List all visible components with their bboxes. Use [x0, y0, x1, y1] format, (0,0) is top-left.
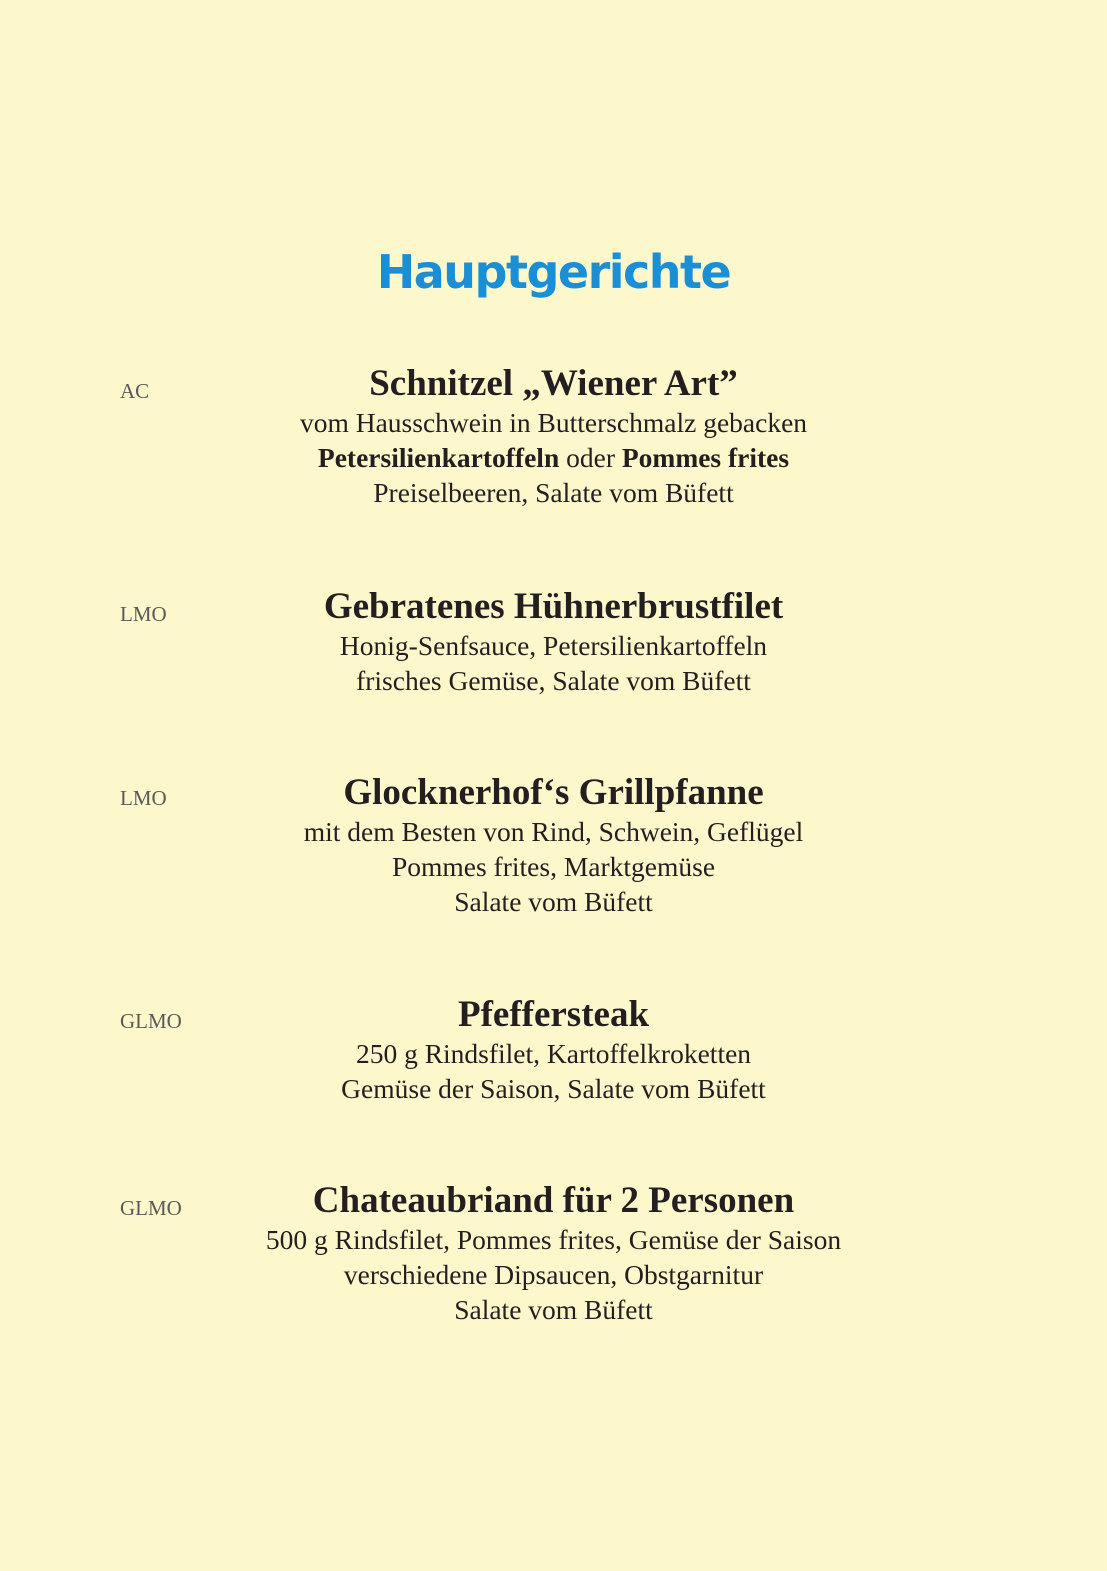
menu-item-body: [0, 1180, 1107, 1327]
menu-item-body: [0, 363, 1107, 510]
dish-sides: Pommes frites, Marktgemüse: [391, 851, 716, 882]
dish-title: Pfeffersteak: [457, 994, 650, 1035]
dish-description: 500 g Rindsfilet, Pommes frites, Gemüse der Saison: [265, 1224, 842, 1255]
dish-description: Honig-Senfsauce, Petersilienkartoffeln: [339, 630, 768, 661]
menu-item-body: [0, 772, 1107, 919]
page-title: Hauptgerichte: [376, 245, 731, 299]
dish-sides: [0, 440, 1107, 475]
dish-description: vom Hausschwein in Butterschmalz gebacken: [299, 407, 808, 438]
dish-sides: verschiedene Dipsaucen, Obstgarnitur: [343, 1259, 764, 1290]
dish-extras: frisches Gemüse, Salate vom Büfett: [356, 665, 751, 696]
dish-title: Schnitzel „Wiener Art”: [369, 363, 738, 404]
allergen-codes: LMO: [120, 786, 167, 810]
menu-item-body: [0, 586, 1107, 698]
dish-extras: Preiselbeeren, Salate vom Büfett: [373, 477, 734, 508]
allergen-codes: AC: [120, 379, 150, 403]
dish-extras: Salate vom Büfett: [454, 1294, 653, 1325]
allergen-codes: LMO: [120, 602, 167, 626]
dish-title: Chateaubriand für 2 Personen: [312, 1180, 795, 1221]
dish-title: Glocknerhof‘s Grillpfanne: [343, 772, 764, 813]
dish-extras: Salate vom Büfett: [454, 886, 653, 917]
dish-description: 250 g Rindsfilet, Kartoffelkroketten: [355, 1038, 752, 1069]
dish-title: Gebratenes Hühnerbrustfilet: [323, 586, 784, 627]
side-connector: oder: [559, 442, 622, 473]
dish-extras: Gemüse der Saison, Salate vom Büfett: [341, 1073, 766, 1104]
side-option: Petersilienkartoffeln: [317, 442, 560, 473]
allergen-codes: GLMO: [120, 1009, 182, 1033]
allergen-codes: GLMO: [120, 1196, 182, 1220]
menu-item-body: [0, 994, 1107, 1106]
side-option: Pommes frites: [621, 442, 790, 473]
dish-description: mit dem Besten von Rind, Schwein, Geflügel: [303, 816, 804, 847]
